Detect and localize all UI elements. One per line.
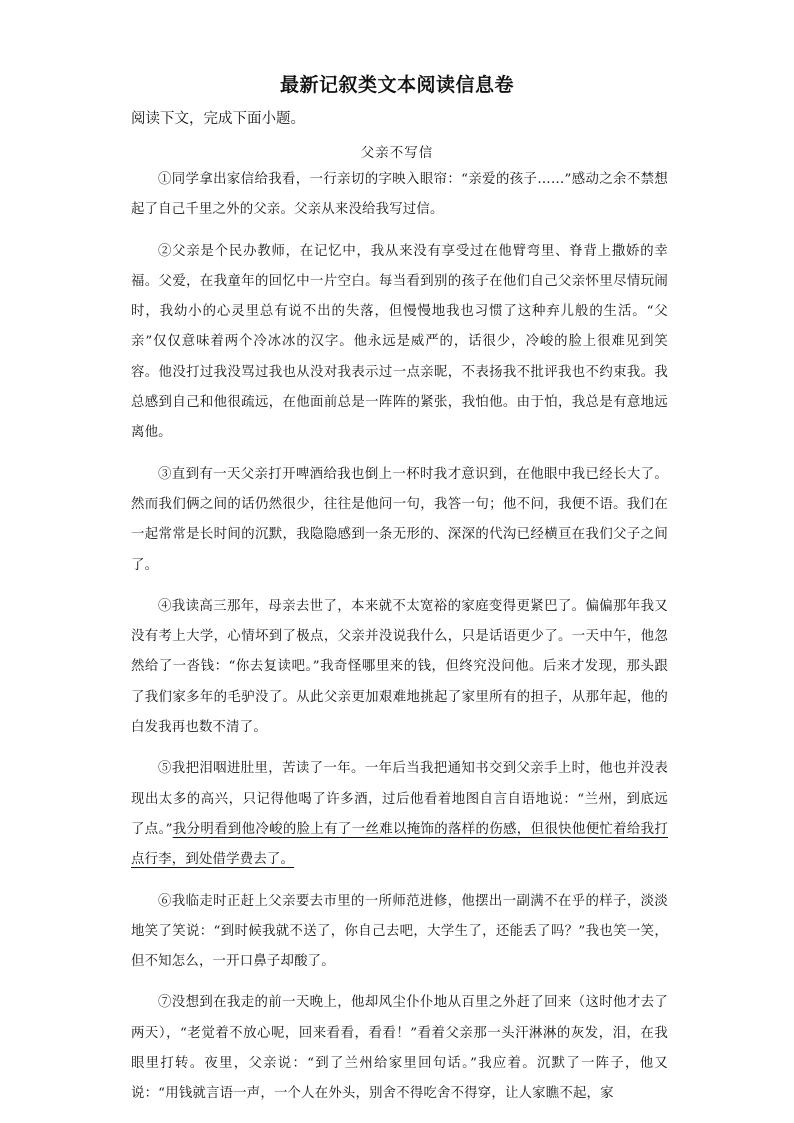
paragraph-6: ⑥我临走时正赶上父亲要去市里的一所师范进修，他摆出一副满不在乎的样子，淡淡地笑了笑说：“到时候我就不送了，你自己去吧，大学生了，还能丢了吗？”我也笑一笑，但不知怎么，一开口鼻子却酸了。 — [131, 893, 668, 970]
paragraph-2: ②父亲是个民办教师，在记忆中，我从来没有享受过在他臂弯里、脊背上撒娇的幸福。父爱，在我童年的回忆中一片空白。每当看到别的孩子在他们自己父亲怀里尽情玩闹时，我幼小的心灵里总有说不出的失落，但慢慢地我也习惯了这种弃儿般的生活。“父亲”仅仅意味着两个冷冰冰的汉字。他永远是威严的，话很少，冷峻的脸上很难见到笑容。他没打过我没骂过我也从没对我表示过一点亲昵，不表扬我不批评我也不约束我。我总感到自己和他很疏远，在他面前总是一阵阵的紧张，我怕他。由于怕，我总是有意地远离他。 — [131, 243, 668, 441]
paragraph-3: ③直到有一天父亲打开啤酒给我也倒上一杯时我才意识到，在他眼中我已经长大了。然而我们俩之间的话仍然很少，往往是他问一句，我答一句；他不问，我便不语。我们在一起常常是长时间的沉默，我隐隐感到一条无形的、深深的代沟已经横亘在我们父子之间了。 — [131, 466, 668, 573]
paragraph-5 — [131, 754, 668, 875]
article-body — [131, 165, 668, 1121]
paragraph-4: ④我读高三那年，母亲去世了，本来就不太宽裕的家庭变得更紧巴了。偏偏那年我又没有考上大学，心情坏到了极点，父亲并没说我什么，只是话语更少了。一天中午，他忽然给了一沓钱：“你去复读吧。”我奇怪哪里来的钱，但终究没问他。后来才发现，那头跟了我们家多年的毛驴没了。从此父亲更加艰难地挑起了家里所有的担子，从那年起，他的白发我再也数不清了。 — [131, 598, 668, 736]
instruction-text: 阅读下文，完成下面小题。 — [131, 111, 305, 127]
paragraph-7: ⑦没想到在我走的前一天晚上，他却风尘仆仆地从百里之外赶了回来（这时他才去了两天），“老觉着不放心呢，回来看看，看看！”看着父亲那一头汗淋淋的灰发，泪，在我眼里打转。夜里，父亲说：“到了兰州给家里回句话。”我应着。沉默了一阵子，他又说：“用钱就言语一声，一个人在外头，别舍不得吃舍不得穿，让人家瞧不起，家 — [131, 995, 668, 1102]
underlined-sentence: 我分明看到他冷峻的脸上有了一丝难以掩饰的落样的伤感，但很快他便忙着给我打点行李，到处借学费去了。 — [131, 821, 669, 868]
document-title: 最新记叙类文本阅读信息卷 — [279, 74, 514, 96]
article-title: 父亲不写信 — [360, 145, 434, 161]
paragraph-1: ①同学拿出家信给我看，一行亲切的字映入眼帘：“亲爱的孩子……”感动之余不禁想起了自己千里之外的父亲。父亲从来没给我写过信。 — [131, 172, 668, 218]
paragraph-5-text: ⑤我把泪咽进肚里，苦读了一年。一年后当我把通知书交到父亲手上时，他也并没表现出太多的高兴，只记得他喝了许多酒，过后他看着地图自言自语地说：“兰州，到底远了点。” — [131, 761, 668, 837]
